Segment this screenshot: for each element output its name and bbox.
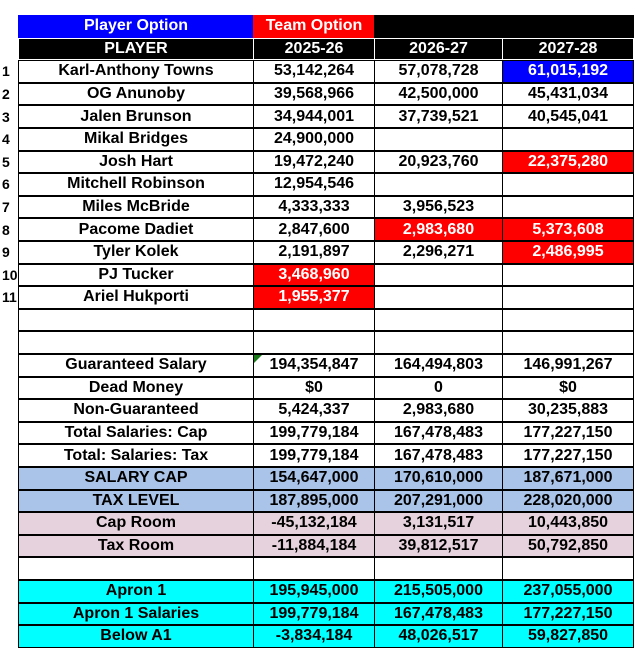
table-row [0,286,640,309]
summary-label: Total: Salaries: Tax [18,444,254,467]
salary-2027-28 [502,128,634,151]
row-number: 10 [2,266,18,283]
row-number: 9 [2,244,10,261]
apron-row [0,625,640,648]
empty-cell [502,331,634,354]
row-number: 8 [2,221,10,238]
summary-row [0,422,640,445]
summary-2027-28: 30,235,883 [502,399,634,422]
empty-row [0,309,640,332]
column-header-2027-28: 2027-28 [502,38,634,61]
salary-2026-27: 42,500,000 [374,83,503,106]
apron-label: Apron 1 Salaries [18,603,254,626]
table-row [0,218,640,241]
summary-2026-27: 2,983,680 [374,399,503,422]
summary-2025-26: 187,895,000 [253,490,375,513]
salary-2025-26: 2,847,600 [253,218,375,241]
empty-cell [374,309,503,332]
empty-cell [374,331,503,354]
table-row [0,196,640,219]
apron-2027-28: 177,227,150 [502,603,634,626]
salary-2027-28: 61,015,192 [502,60,634,83]
salary-2027-28: 40,545,041 [502,105,634,128]
summary-label: Tax Room [18,535,254,558]
summary-value: 194,354,847 [269,356,359,374]
salary-2025-26: 2,191,897 [253,241,375,264]
salary-2026-27: 3,956,523 [374,196,503,219]
summary-2027-28: 228,020,000 [502,490,634,513]
player-name: PJ Tucker [18,264,254,287]
summary-2027-28: 10,443,850 [502,512,634,535]
team-option-legend: Team Option [253,15,375,38]
table-row [0,83,640,106]
apron-2025-26: -3,834,184 [253,625,375,648]
summary-label: Total Salaries: Cap [18,422,254,445]
player-name: Mitchell Robinson [18,173,254,196]
salary-2026-27: 20,923,760 [374,151,503,174]
summary-2025-26: 199,779,184 [253,444,375,467]
salary-2026-27: 2,296,271 [374,241,503,264]
salary-2026-27: 37,739,521 [374,105,503,128]
salary-2026-27: 2,983,680 [374,218,503,241]
table-row [0,264,640,287]
comment-indicator-icon [254,355,262,363]
salary-2027-28 [502,173,634,196]
summary-row [0,377,640,400]
summary-2026-27: 39,812,517 [374,535,503,558]
player-name: OG Anunoby [18,83,254,106]
salary-2025-26: 24,900,000 [253,128,375,151]
salary-2027-28 [502,196,634,219]
summary-row [0,399,640,422]
apron-row [0,580,640,603]
salary-2025-26: 3,468,960 [253,264,375,287]
apron-2026-27: 215,505,000 [374,580,503,603]
legend-row [0,15,640,38]
player-name: Mikal Bridges [18,128,254,151]
legend-blank [374,15,634,38]
apron-label: Below A1 [18,625,254,648]
summary-2026-27: 3,131,517 [374,512,503,535]
apron-2025-26: 199,779,184 [253,603,375,626]
player-name: Karl-Anthony Towns [18,60,254,83]
apron-row [0,603,640,626]
row-number: 11 [2,289,17,306]
empty-cell [253,309,375,332]
salary-2025-26: 34,944,001 [253,105,375,128]
player-name: Tyler Kolek [18,241,254,264]
summary-2027-28: 177,227,150 [502,422,634,445]
summary-2026-27: 170,610,000 [374,467,503,490]
summary-2027-28: 177,227,150 [502,444,634,467]
player-name: Miles McBride [18,196,254,219]
salary-2027-28: 45,431,034 [502,83,634,106]
salary-2027-28: 2,486,995 [502,241,634,264]
summary-label: SALARY CAP [18,467,254,490]
summary-label: Cap Room [18,512,254,535]
salary-2025-26: 39,568,966 [253,83,375,106]
summary-2026-27: 207,291,000 [374,490,503,513]
summary-2027-28: $0 [502,377,634,400]
summary-2026-27: 164,494,803 [374,354,503,377]
summary-row [0,490,640,513]
row-number: 6 [2,176,10,193]
player-name: Jalen Brunson [18,105,254,128]
summary-2025-26: -11,884,184 [253,535,375,558]
summary-row [0,467,640,490]
row-number: 2 [2,86,10,103]
salary-2026-27 [374,264,503,287]
summary-row [0,535,640,558]
empty-cell [253,331,375,354]
header-row [0,38,640,61]
salary-2027-28 [502,286,634,309]
summary-2026-27: 167,478,483 [374,444,503,467]
summary-2025-26 [253,354,375,377]
salary-2026-27 [374,286,503,309]
empty-cell [502,309,634,332]
summary-2027-28: 50,792,850 [502,535,634,558]
player-name: Josh Hart [18,151,254,174]
empty-cell [18,331,254,354]
summary-2025-26: $0 [253,377,375,400]
salary-2025-26: 53,142,264 [253,60,375,83]
summary-label: TAX LEVEL [18,490,254,513]
empty-cell [374,557,503,580]
apron-2027-28: 59,827,850 [502,625,634,648]
table-row [0,151,640,174]
empty-cell [253,557,375,580]
row-number: 5 [2,153,10,170]
apron-2025-26: 195,945,000 [253,580,375,603]
table-row [0,105,640,128]
summary-label: Non-Guaranteed [18,399,254,422]
table-row [0,128,640,151]
row-number: 1 [2,63,10,80]
summary-label: Guaranteed Salary [18,354,254,377]
salary-2025-26: 4,333,333 [253,196,375,219]
row-number: 4 [2,131,10,148]
summary-row [0,512,640,535]
row-number: 3 [2,108,10,125]
player-name: Pacome Dadiet [18,218,254,241]
salary-2025-26: 12,954,546 [253,173,375,196]
empty-row [0,331,640,354]
column-header-2026-27: 2026-27 [374,38,503,61]
salary-2027-28: 5,373,608 [502,218,634,241]
column-header-2025-26: 2025-26 [253,38,375,61]
summary-2026-27: 167,478,483 [374,422,503,445]
player-option-legend: Player Option [18,15,254,38]
salary-2027-28 [502,264,634,287]
column-header-player: PLAYER [18,38,254,61]
summary-label: Dead Money [18,377,254,400]
empty-cell [502,557,634,580]
apron-2027-28: 237,055,000 [502,580,634,603]
summary-2025-26: -45,132,184 [253,512,375,535]
summary-row [0,444,640,467]
salary-2026-27 [374,128,503,151]
summary-2025-26: 199,779,184 [253,422,375,445]
summary-row [0,354,640,377]
summary-2027-28: 187,671,000 [502,467,634,490]
row-number: 7 [2,199,10,216]
table-row [0,241,640,264]
salary-2027-28: 22,375,280 [502,151,634,174]
summary-2025-26: 154,647,000 [253,467,375,490]
salary-2026-27 [374,173,503,196]
table-row [0,60,640,83]
apron-2026-27: 48,026,517 [374,625,503,648]
summary-2027-28: 146,991,267 [502,354,634,377]
table-row [0,173,640,196]
summary-2025-26: 5,424,337 [253,399,375,422]
player-name: Ariel Hukporti [18,286,254,309]
salary-2025-26: 19,472,240 [253,151,375,174]
summary-2026-27: 0 [374,377,503,400]
empty-row [0,557,640,580]
salary-2025-26: 1,955,377 [253,286,375,309]
salary-2026-27: 57,078,728 [374,60,503,83]
apron-2026-27: 167,478,483 [374,603,503,626]
empty-cell [18,309,254,332]
apron-label: Apron 1 [18,580,254,603]
empty-cell [18,557,254,580]
